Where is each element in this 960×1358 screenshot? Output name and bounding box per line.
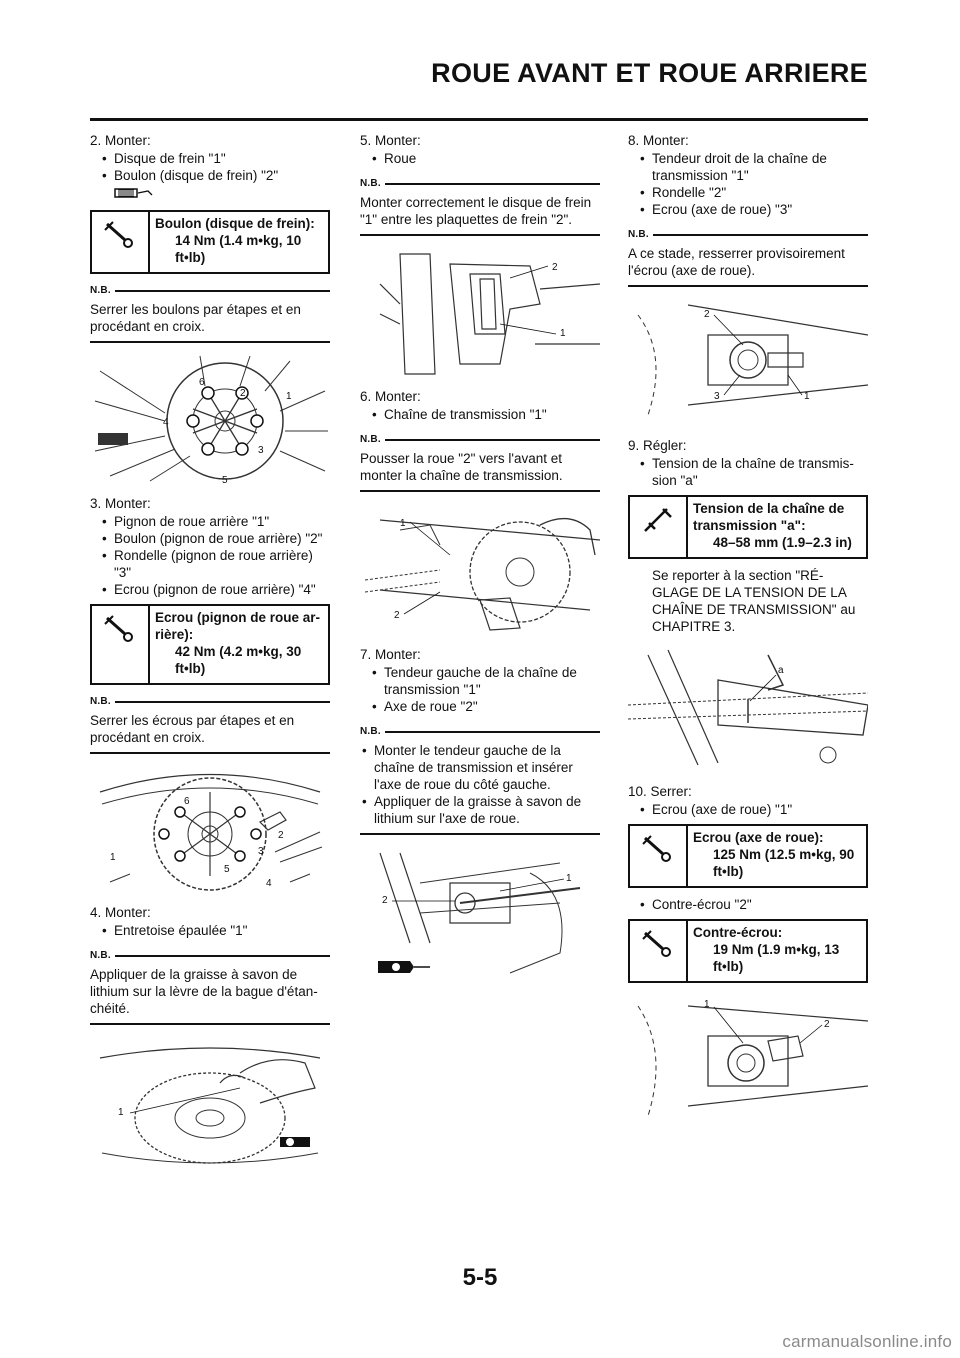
torque-spec-axle-nut <box>628 824 868 888</box>
step-9-item-1: • Tension de la chaîne de transmis-sion "a" <box>628 455 868 489</box>
callout-2: 2 <box>394 610 400 621</box>
note-7 <box>628 226 868 287</box>
step-8-item-3: • Ecrou (axe de roue) "3" <box>628 201 868 218</box>
header-rule <box>90 118 868 121</box>
figure-collar <box>90 1033 330 1175</box>
locking-agent-icon <box>114 186 330 204</box>
column-3 <box>628 132 868 1131</box>
callout-6: 6 <box>199 377 205 388</box>
step-6-item-1: • Chaîne de transmission "1" <box>360 406 600 423</box>
note-label: N.B. <box>90 285 111 296</box>
step-7: 7. Monter: <box>360 647 421 662</box>
callout-3: 3 <box>258 846 264 857</box>
step-3-item-4: • Ecrou (pignon de roue arrière) "4" <box>90 581 330 598</box>
note-label: N.B. <box>90 950 111 961</box>
callout-1: 1 <box>566 873 572 884</box>
step-3-item-2: • Boulon (pignon de roue arrière) "2" <box>90 530 330 547</box>
spec-title: Contre-écrou: <box>693 925 783 940</box>
callout-5: 5 <box>224 864 230 875</box>
callout-1: 1 <box>804 391 810 402</box>
grease-icon <box>280 1137 310 1147</box>
callout-5: 5 <box>222 475 228 485</box>
callout-2: 2 <box>704 309 710 320</box>
step-10: 10. Serrer: <box>628 784 692 799</box>
spec-title: Boulon (disque de frein): <box>155 216 315 231</box>
note-6 <box>360 723 600 835</box>
spec-title: Ecrou (pignon de roue ar-rière): <box>155 610 321 642</box>
note-3 <box>90 947 330 1025</box>
note-text: Serrer les boulons par étapes et en procédant en croix. <box>90 302 301 334</box>
note-text: Appliquer de la graisse à savon de lithium sur la lèvre de la bague d'étan-chéité. <box>90 967 318 1016</box>
note-1 <box>90 282 330 343</box>
callout-4: 4 <box>163 417 169 428</box>
callout-a: a <box>778 665 784 676</box>
page-number: 5-5 <box>462 1264 498 1291</box>
note-label: N.B. <box>360 178 381 189</box>
spec-value: 42 Nm (4.2 m•kg, 30 ft•lb) <box>175 644 302 676</box>
step-2-item-1: • Disque de frein "1" <box>90 150 330 167</box>
note-2 <box>90 693 330 754</box>
reference-text: Se reporter à la section "RÉ-GLAGE DE LA TENSION DE LA CHAÎNE DE TRANSMISSION" au CHAPITRE 3. <box>652 568 856 634</box>
footer-watermark[interactable]: carmanualsonline.info <box>782 1332 952 1351</box>
torque-wrench-icon <box>630 921 688 981</box>
spec-value: 48–58 mm (1.9–2.3 in) <box>713 535 852 550</box>
callout-2: 2 <box>240 388 246 399</box>
step-8-item-2: • Rondelle "2" <box>628 184 868 201</box>
callout-1: 1 <box>118 1107 124 1118</box>
column-1 <box>90 132 330 1181</box>
figure-brake-disc <box>90 351 330 489</box>
note-4 <box>360 175 600 236</box>
callout-3: 3 <box>258 445 264 456</box>
note-text: Serrer les écrous par étapes et en procédant en croix. <box>90 713 295 745</box>
step-2: 2. Monter: <box>90 133 151 148</box>
figure-brake-caliper <box>360 244 600 382</box>
callout-1: 1 <box>286 391 292 402</box>
note-text: Pousser la roue "2" vers l'avant et monter la chaîne de transmission. <box>360 451 563 483</box>
step-10-item-2: • Contre-écrou "2" <box>628 896 868 913</box>
figure-rear-sprocket <box>90 762 330 898</box>
callout-3: 3 <box>714 391 720 402</box>
torque-wrench-icon <box>92 212 150 272</box>
note-label: N.B. <box>90 696 111 707</box>
figure-chain-slack <box>628 645 868 777</box>
step-6: 6. Monter: <box>360 389 421 404</box>
step-3: 3. Monter: <box>90 496 151 511</box>
step-7-item-2: • Axe de roue "2" <box>360 698 600 715</box>
column-2 <box>360 132 600 993</box>
note-text-1: • Monter le tendeur gauche de la chaîne de transmission et insérer l'axe de roue du côté gauche. <box>360 742 600 793</box>
note-text-2: • Appliquer de la graisse à savon de lithium sur l'axe de roue. <box>360 793 600 827</box>
figure-wheel-axle <box>360 843 600 987</box>
callout-2: 2 <box>278 830 284 841</box>
note-label: N.B. <box>360 434 381 445</box>
step-4-item-1: • Entretoise épaulée "1" <box>90 922 330 939</box>
step-4: 4. Monter: <box>90 905 151 920</box>
step-3-item-1: • Pignon de roue arrière "1" <box>90 513 330 530</box>
torque-spec-sprocket-nut <box>90 604 330 685</box>
callout-4: 4 <box>266 878 272 889</box>
note-text: A ce stade, resserrer provisoirement l'écrou (axe de roue). <box>628 246 845 278</box>
callout-1: 1 <box>560 328 566 339</box>
callout-1: 1 <box>400 518 406 529</box>
spec-value: 125 Nm (12.5 m•kg, 90 ft•lb) <box>713 847 855 879</box>
note-label: N.B. <box>628 229 649 240</box>
spec-value: 14 Nm (1.4 m•kg, 10 ft•lb) <box>175 233 302 265</box>
grease-icon <box>378 961 430 973</box>
torque-spec-disc-bolt <box>90 210 330 274</box>
step-3-item-3: • Rondelle (pignon de roue arrière) "3" <box>90 547 330 581</box>
callout-2: 2 <box>382 895 388 906</box>
spec-title: Tension de la chaîne de transmission "a": <box>693 501 845 533</box>
torque-wrench-icon <box>92 606 150 683</box>
figure-right-adjuster <box>628 295 868 431</box>
callout-2: 2 <box>824 1019 830 1030</box>
spec-value: 19 Nm (1.9 m•kg, 13 ft•lb) <box>713 942 840 974</box>
callout-2: 2 <box>552 262 558 273</box>
page-title: ROUE AVANT ET ROUE ARRIERE <box>431 58 868 88</box>
step-2-item-2: • Boulon (disque de frein) "2" <box>90 167 330 184</box>
caliper-gauge-icon <box>630 497 688 557</box>
step-9: 9. Régler: <box>628 438 687 453</box>
figure-drive-chain <box>360 500 600 640</box>
step-7-item-1: • Tendeur gauche de la chaîne de transmission "1" <box>360 664 600 698</box>
step-8: 8. Monter: <box>628 133 689 148</box>
note-5 <box>360 431 600 492</box>
callout-1: 1 <box>704 999 710 1010</box>
callout-1: 1 <box>110 852 116 863</box>
step-5: 5. Monter: <box>360 133 421 148</box>
callout-6: 6 <box>184 796 190 807</box>
step-5-item-1: • Roue <box>360 150 600 167</box>
spec-title: Ecrou (axe de roue): <box>693 830 824 845</box>
spec-chain-slack <box>628 495 868 559</box>
figure-locknut <box>628 991 868 1125</box>
torque-wrench-icon <box>630 826 688 886</box>
note-text: Monter correctement le disque de frein "1" entre les plaquettes de frein "2". <box>360 195 592 227</box>
step-10-item-1: • Ecrou (axe de roue) "1" <box>628 801 868 818</box>
note-label: N.B. <box>360 726 381 737</box>
torque-spec-locknut <box>628 919 868 983</box>
step-8-item-1: • Tendeur droit de la chaîne de transmission "1" <box>628 150 868 184</box>
